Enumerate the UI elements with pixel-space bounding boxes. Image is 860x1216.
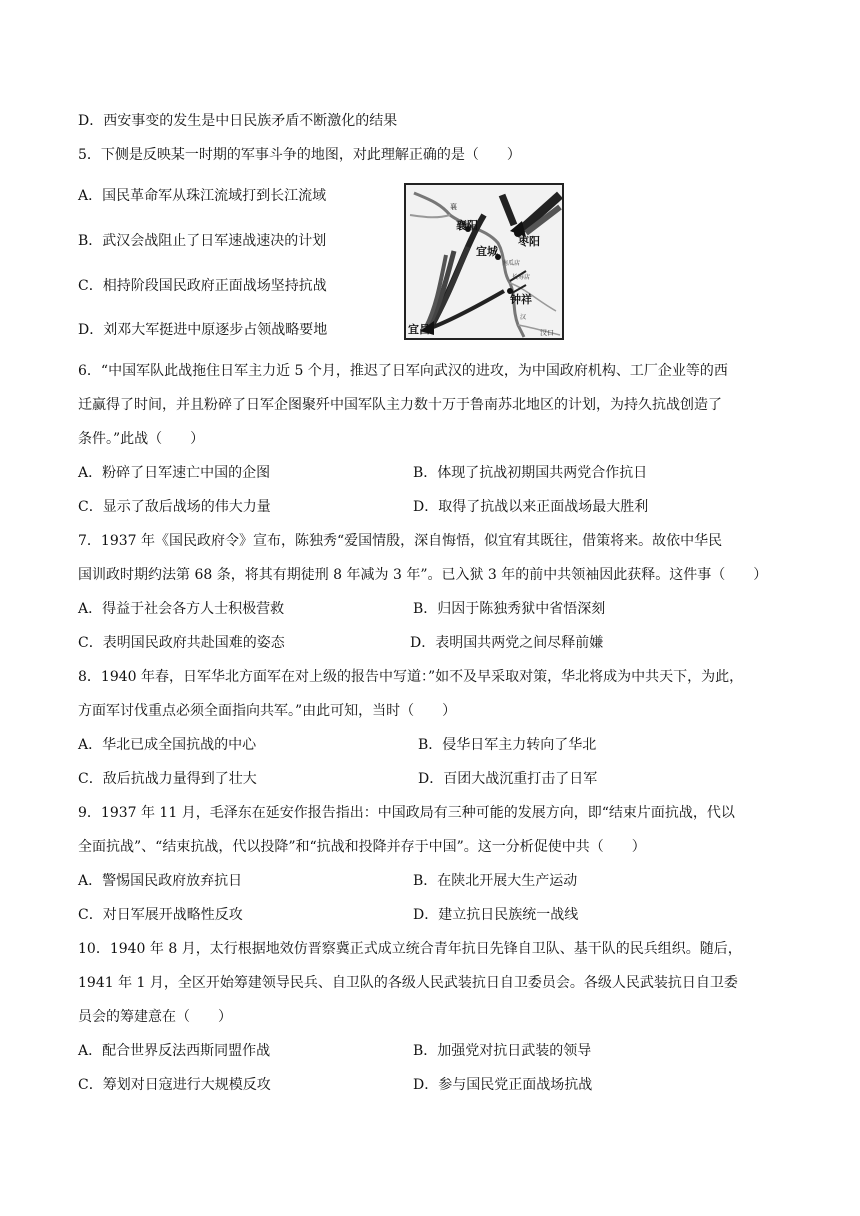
q9-stem-line-2: 全面抗战”、“结束抗战，代以投降”和“抗战和投降并存于中国”。这一分析促使中共（ ） <box>78 839 646 855</box>
q9-option-c: C．对日军展开战略性反攻 <box>78 907 243 923</box>
q5-battle-map <box>404 183 564 340</box>
q10-option-d: D．参与国民党正面战场抗战 <box>413 1077 593 1093</box>
q9-option-a: A．警惕国民政府放弃抗日 <box>78 873 243 889</box>
q8-option-b: B．侵华日军主力转向了华北 <box>418 737 597 753</box>
q10-stem-line-1: 10．1940 年 8 月，太行根据地效仿晋察冀正式成立统合青年抗日先锋自卫队、基干队的民兵组织。随后， <box>78 941 742 957</box>
q4-option-d: D．西安事变的发生是中日民族矛盾不断激化的结果 <box>78 113 398 129</box>
q8-option-a: A．华北已成全国抗战的中心 <box>78 737 257 753</box>
q7-stem-line-1: 7．1937 年《国民政府令》宣布，陈独秀“爱国情殷，深自悔悟，似宜宥其既往，借策将来。故依中华民 <box>78 533 723 549</box>
map-label-small1: 南瓜店 <box>502 260 521 267</box>
q6-stem-line-3: 条件。”此战（ ） <box>78 431 205 447</box>
q10-option-a: A．配合世界反法西斯同盟作战 <box>78 1043 271 1059</box>
map-label-yicheng: 宜城 <box>476 245 498 258</box>
q5-option-a: A．国民革命军从珠江流域打到长江流域 <box>78 188 327 204</box>
q9-option-b: B．在陕北开展大生产运动 <box>413 873 578 889</box>
q8-stem-line-2: 方面军讨伐重点必须全面指向共军。”由此可知，当时（ ） <box>78 703 457 719</box>
q8-option-c: C．敌后抗战力量得到了壮大 <box>78 771 257 787</box>
q6-option-b: B．体现了抗战初期国共两党合作抗日 <box>413 465 648 481</box>
map-label-small2: 长寿店 <box>512 274 531 281</box>
q9-stem-line-1: 9．1937 年 11 月，毛泽东在延安作报告指出：中国政局有三种可能的发展方向，即“结束片面抗战，代以 <box>78 805 735 821</box>
q5-stem: 5．下侧是反映某一时期的军事斗争的地图，对此理解正确的是（ ） <box>78 147 521 163</box>
map-label-hankou: 汉口 <box>540 329 554 337</box>
map-label-zhongxiang: 钟祥 <box>510 293 532 306</box>
q6-stem-line-2: 迁赢得了时间，并且粉碎了日军企图聚歼中国军队主力数十万于鲁南苏北地区的计划，为持久抗战创造了 <box>78 397 722 413</box>
q10-option-c: C．筹划对日寇进行大规模反攻 <box>78 1077 271 1093</box>
map-label-yichang: 宜昌 <box>408 323 430 336</box>
q6-stem-line-1: 6．“中国军队此战拖住日军主力近 5 个月，推迟了日军向武汉的进攻，为中国政府机构、工厂企业等的西 <box>78 363 728 379</box>
q7-option-d: D．表明国共两党之间尽释前嫌 <box>410 635 604 651</box>
q6-option-c: C．显示了敌后战场的伟大力量 <box>78 499 271 515</box>
q7-option-c: C．表明国民政府共赴国难的姿态 <box>78 635 285 651</box>
map-label-xiangyang: 襄阳 <box>456 219 478 232</box>
q8-option-d: D．百团大战沉重打击了日军 <box>418 771 598 787</box>
map-label-river: 汉 <box>520 314 527 321</box>
battle-map-drawing <box>406 185 562 338</box>
q8-stem-line-1: 8．1940 年春，日军华北方面军在对上级的报告中写道：”如不及早采取对策，华北将成为中共天下，为此， <box>78 669 744 685</box>
q6-option-a: A．粉碎了日军速亡中国的企图 <box>78 465 271 481</box>
q10-stem-line-2: 1941 年 1 月，全区开始筹建领导民兵、自卫队的各级人民武装抗日自卫委员会。各级人民武装抗日自卫委 <box>78 975 738 991</box>
map-label-top: 襄 <box>450 203 457 211</box>
q7-option-a: A．得益于社会各方人士积极营救 <box>78 601 285 617</box>
q10-stem-line-3: 员会的筹建意在（ ） <box>78 1009 232 1025</box>
q6-option-d: D．取得了抗战以来正面战场最大胜利 <box>413 499 649 515</box>
map-label-zaoyang: 枣阳 <box>518 235 540 248</box>
q5-option-d: D．刘邓大军挺进中原逐步占领战略要地 <box>78 322 328 338</box>
q7-option-b: B．归因于陈独秀狱中省悟深刻 <box>413 601 606 617</box>
q9-option-d: D．建立抗日民族统一战线 <box>413 907 579 923</box>
q7-stem-line-2: 国训政时期约法第 68 条，将其有期徒刑 8 年减为 3 年”。已入狱 3 年的前中共领袖因此获释。这件事（ ） <box>78 567 768 583</box>
q5-option-b: B．武汉会战阻止了日军速战速决的计划 <box>78 233 327 249</box>
q5-option-c: C．相持阶段国民政府正面战场坚持抗战 <box>78 278 327 294</box>
q10-option-b: B．加强党对抗日武装的领导 <box>413 1043 592 1059</box>
